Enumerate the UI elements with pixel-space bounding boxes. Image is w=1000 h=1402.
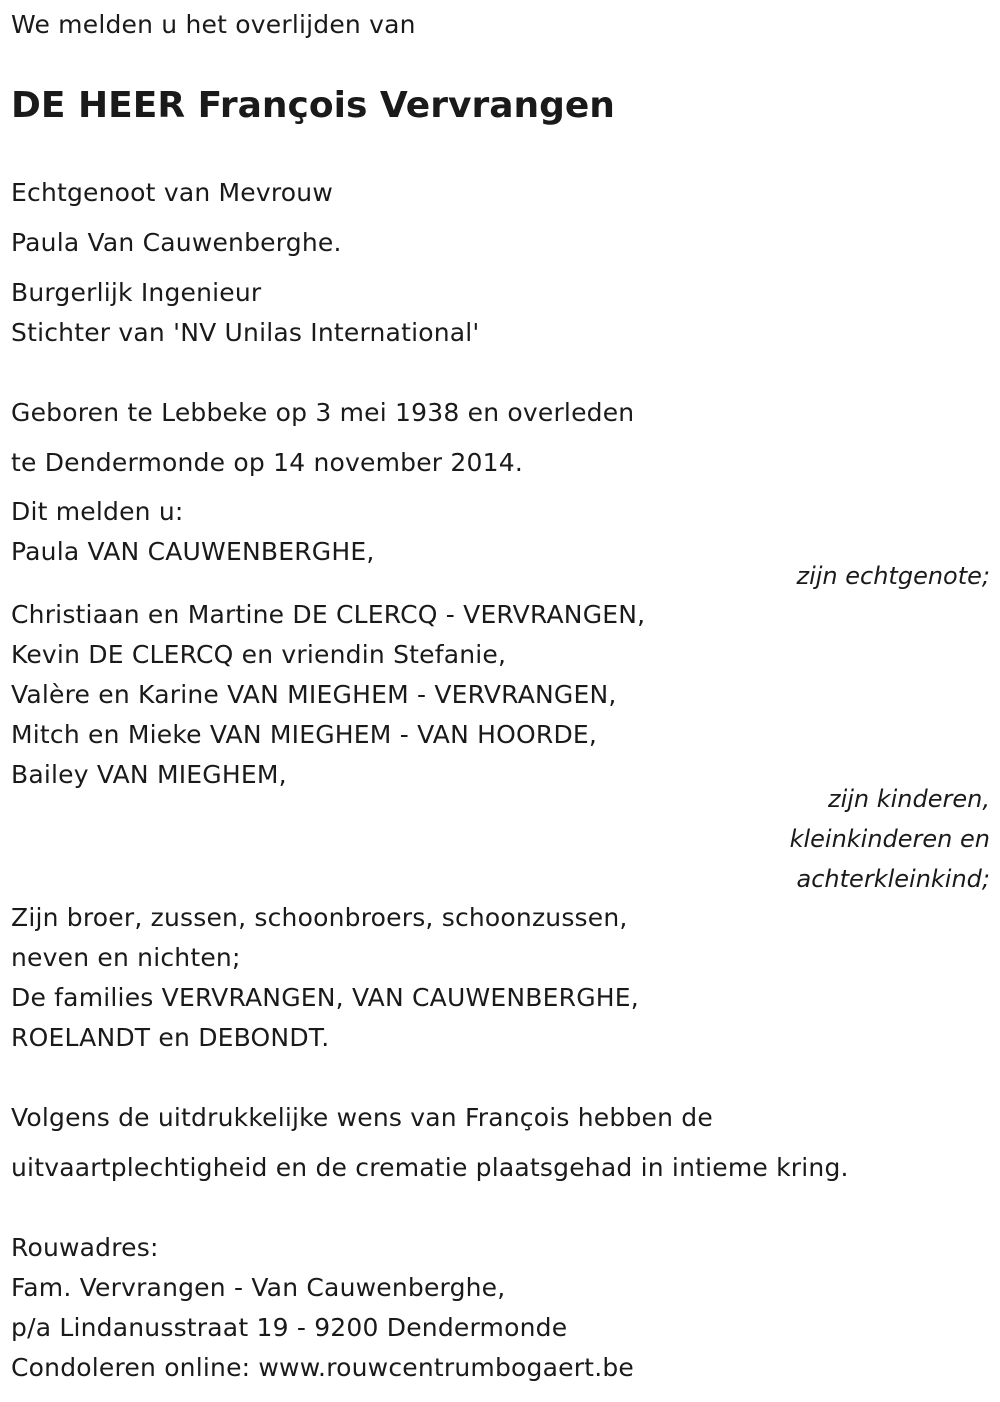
deceased-name-title: DE HEER François Vervrangen bbox=[11, 85, 615, 126]
birth-death-line-2: te Dendermonde op 14 november 2014. bbox=[11, 448, 523, 477]
child-line: Valère en Karine VAN MIEGHEM - VERVRANGEN, bbox=[11, 680, 617, 709]
relatives-line: De families VERVRANGEN, VAN CAUWENBERGHE, bbox=[11, 983, 639, 1012]
relatives-line: neven en nichten; bbox=[11, 943, 241, 972]
children-relation: achterkleinkind; bbox=[796, 865, 990, 893]
ceremony-line-1: Volgens de uitdrukkelijke wens van François hebben de bbox=[11, 1103, 713, 1132]
family-intro: Dit melden u: bbox=[11, 497, 184, 526]
contact-label: Rouwadres: bbox=[11, 1233, 159, 1262]
profession-line-2: Stichter van 'NV Unilas International' bbox=[11, 318, 480, 347]
ceremony-line-2: uitvaartplechtigheid en de crematie plaatsgehad in intieme kring. bbox=[11, 1153, 849, 1182]
relatives-line: Zijn broer, zussen, schoonbroers, schoonzussen, bbox=[11, 903, 628, 932]
contact-family-name: Fam. Vervrangen - Van Cauwenberghe, bbox=[11, 1273, 506, 1302]
child-line: Christiaan en Martine DE CLERCQ - VERVRANGEN, bbox=[11, 600, 646, 629]
spouse-relation: zijn echtgenote; bbox=[796, 562, 990, 590]
child-line: Mitch en Mieke VAN MIEGHEM - VAN HOORDE, bbox=[11, 720, 598, 749]
relatives-line: ROELANDT en DEBONDT. bbox=[11, 1023, 330, 1052]
birth-death-line-1: Geboren te Lebbeke op 3 mei 1938 en overleden bbox=[11, 398, 635, 427]
spouse-line-1: Echtgenoot van Mevrouw bbox=[11, 178, 333, 207]
child-line: Bailey VAN MIEGHEM, bbox=[11, 760, 287, 789]
spouse-name: Paula VAN CAUWENBERGHE, bbox=[11, 537, 375, 566]
profession-line-1: Burgerlijk Ingenieur bbox=[11, 278, 262, 307]
condolences-link: Condoleren online: www.rouwcentrumbogaert.be bbox=[11, 1353, 634, 1382]
spouse-line-2: Paula Van Cauwenberghe. bbox=[11, 228, 342, 257]
contact-address: p/a Lindanusstraat 19 - 9200 Dendermonde bbox=[11, 1313, 568, 1342]
children-relation: zijn kinderen, bbox=[827, 785, 990, 813]
intro-text: We melden u het overlijden van bbox=[11, 10, 416, 39]
child-line: Kevin DE CLERCQ en vriendin Stefanie, bbox=[11, 640, 507, 669]
children-relation: kleinkinderen en bbox=[789, 825, 990, 853]
